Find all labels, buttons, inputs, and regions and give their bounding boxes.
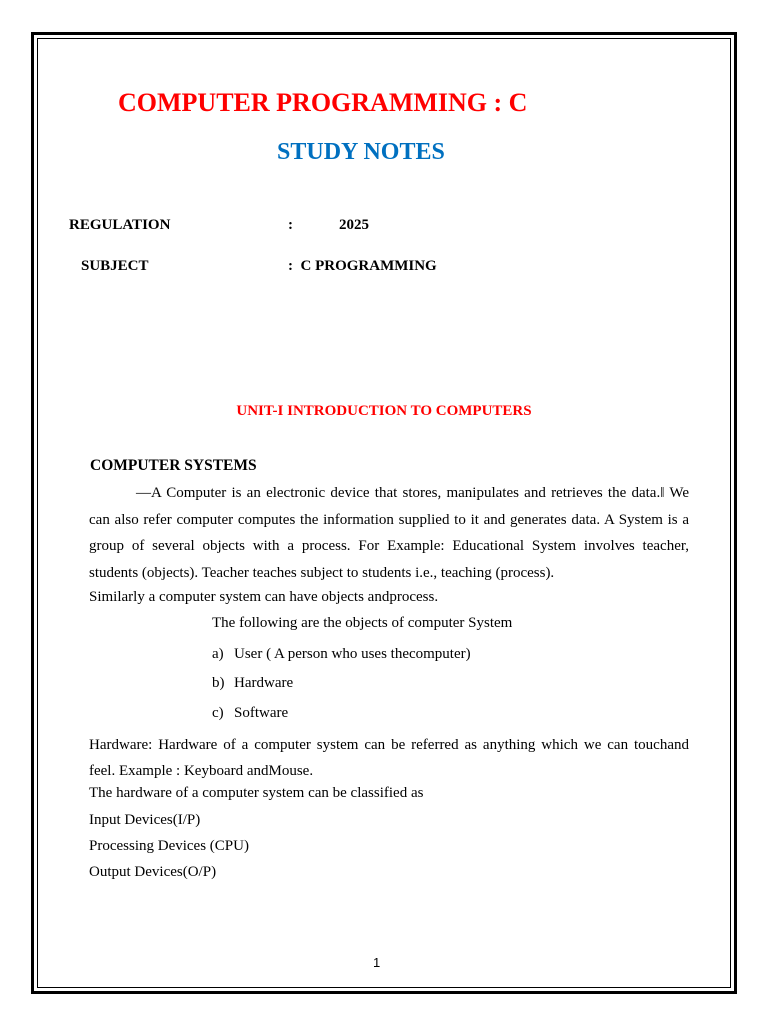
page-number: 1	[373, 955, 381, 970]
unit-heading	[0, 403, 768, 420]
regulation-label: REGULATION	[69, 217, 171, 233]
regulation-value: 2025	[339, 217, 369, 233]
device-line-processing: Processing Devices (CPU)	[89, 838, 249, 854]
list-item-text: Software	[234, 705, 289, 721]
document-title: COMPUTER PROGRAMMING : C	[118, 88, 528, 117]
paragraph-line: group of several objects with a process. For Example: Educational System involves teacher,	[89, 538, 689, 554]
device-line-input: Input Devices(I/P)	[89, 812, 201, 828]
paragraph-line: can also refer computer computes the information supplied to it and generates data. A System is a	[89, 511, 689, 528]
objects-intro: The following are the objects of computer System	[212, 615, 513, 631]
list-item-text: User ( A person who uses thecomputer)	[234, 646, 471, 662]
classified-line: The hardware of a computer system can be classified as	[89, 785, 424, 801]
list-item	[212, 675, 294, 692]
list-marker: c)	[212, 705, 224, 721]
paragraph-line: —A Computer is an electronic device that stores, manipulates and retrieves the data.‖ We	[136, 485, 689, 501]
regulation-colon: :	[288, 217, 293, 233]
hardware-line: feel. Example : Keyboard andMouse.	[89, 763, 314, 779]
list-marker: b)	[212, 675, 225, 691]
list-marker: a)	[212, 646, 224, 662]
document-subtitle: STUDY NOTES	[277, 139, 445, 165]
list-item-text: Hardware	[234, 675, 294, 691]
hardware-line: Hardware: Hardware of a computer system can be referred as anything which we can touchand	[89, 737, 689, 753]
subject-value: : C PROGRAMMING	[288, 258, 437, 274]
device-line-output: Output Devices(O/P)	[89, 864, 217, 880]
list-item	[212, 705, 289, 722]
unit-heading-text: UNIT-I INTRODUCTION TO COMPUTERS	[236, 403, 532, 419]
intro-paragraph	[89, 480, 689, 586]
paragraph-line: students (objects). Teacher teaches subject to students i.e., teaching (process).	[89, 564, 555, 581]
list-item	[212, 646, 471, 663]
subject-label: SUBJECT	[81, 258, 149, 274]
similarly-line: Similarly a computer system can have objects andprocess.	[89, 589, 439, 605]
section-heading: COMPUTER SYSTEMS	[90, 457, 257, 474]
hardware-paragraph	[89, 732, 689, 784]
